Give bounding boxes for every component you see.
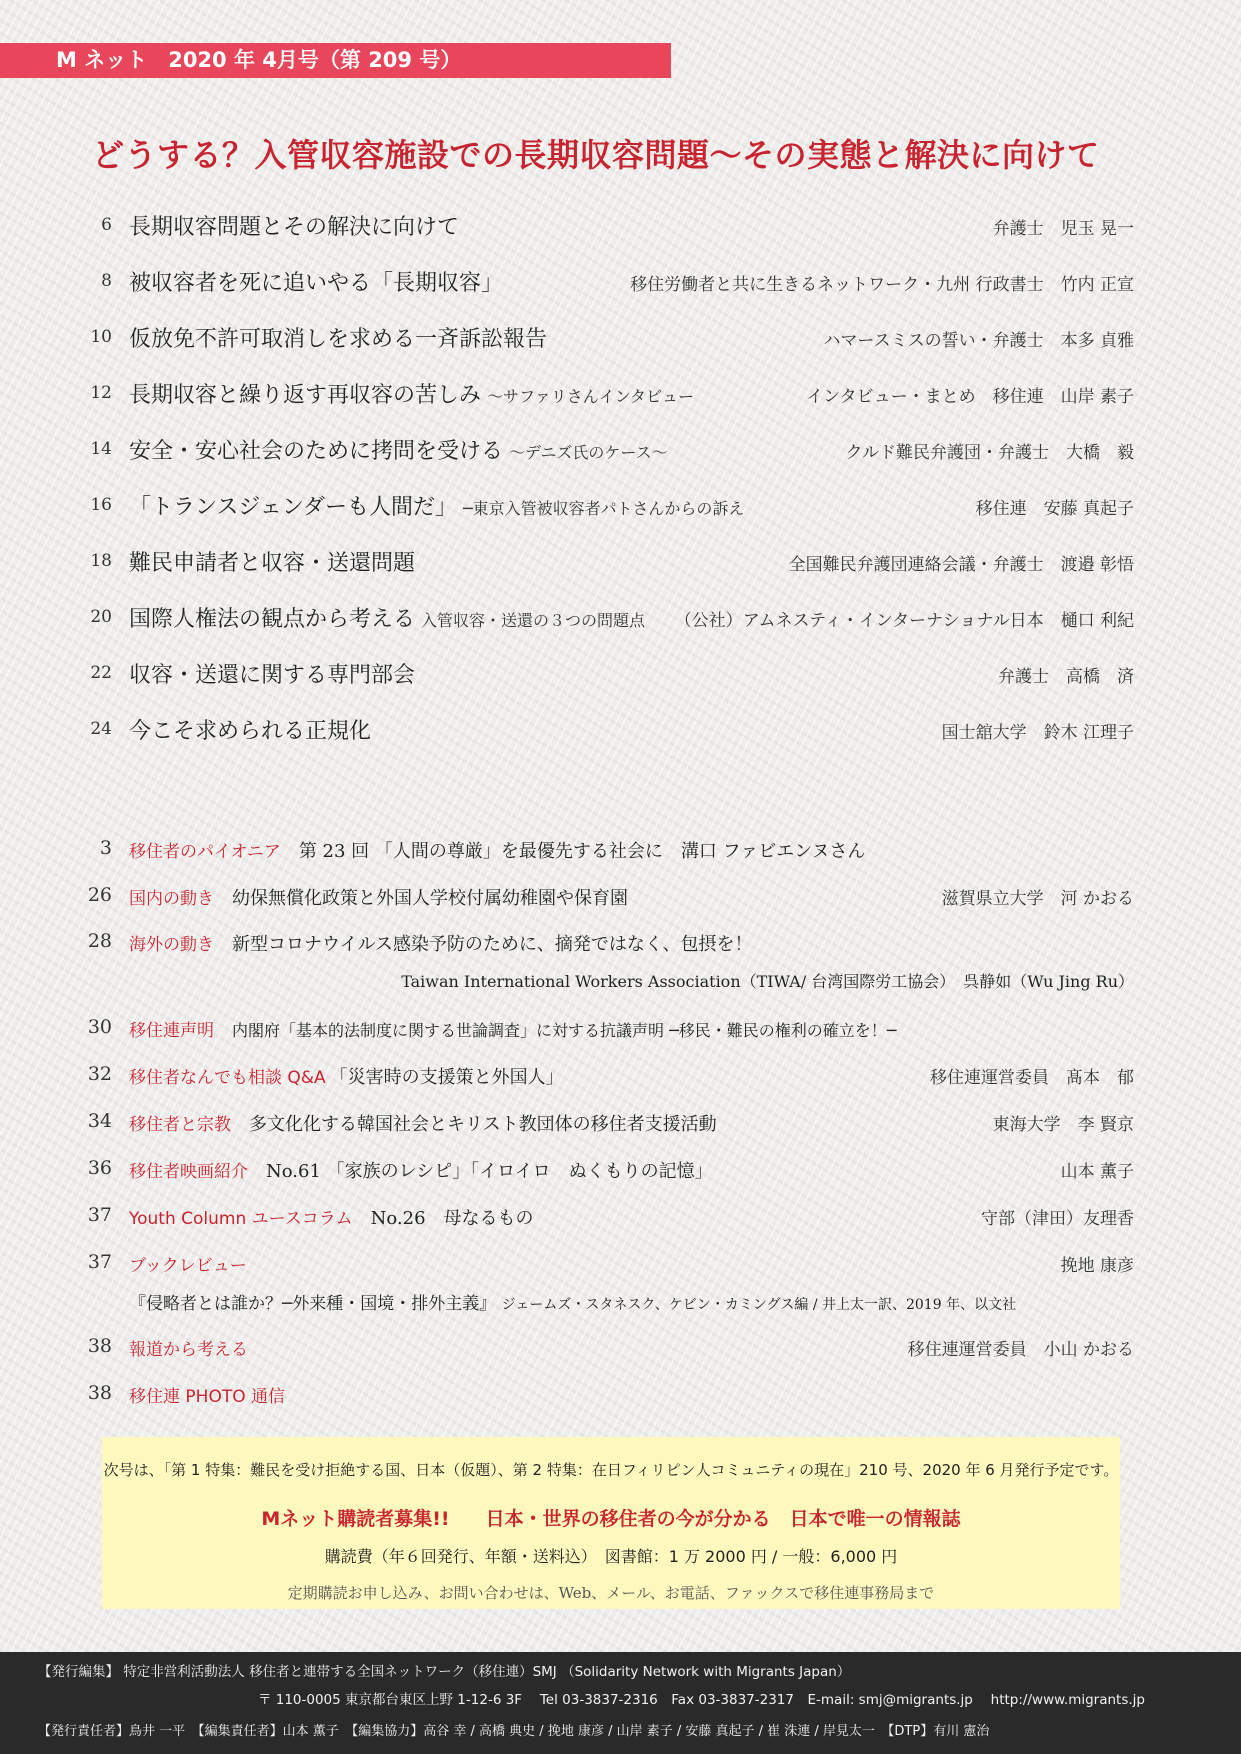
article-title: 内閣府「基本的法制度に関する世論調査」に対する抗議声明 ─移民・難民の権利の確立を！─ (232, 1021, 897, 1040)
article-author: 東海大学 李 賢京 (992, 1115, 1134, 1135)
article-title: 難民申請者と収容・送還問題 (129, 551, 416, 576)
article-title (129, 602, 645, 633)
article-author: ハマースミスの誓い・弁護士 本多 貞雅 (823, 331, 1134, 351)
article-subtitle: 〜デニズ氏のケース〜 (509, 443, 668, 462)
article-author: 国士舘大学 鈴木 江理子 (941, 723, 1134, 743)
article-author: 移住労働者と共に生きるネットワーク・九州 行政書士 竹内 正宣 (630, 275, 1134, 295)
page-number: 26 (87, 884, 112, 906)
book-name: 『侵略者とは誰か？─外来種・国境・排外主義』 (129, 1294, 497, 1314)
article-author: 移住連 安藤 真起子 (975, 499, 1134, 519)
article-line (129, 930, 753, 956)
article-line (129, 1063, 564, 1089)
article-subtitle: 〜サファリさんインタビュー (487, 387, 695, 406)
article-line (129, 1157, 713, 1183)
article-title: 多文化化する韓国社会とキリスト教団体の移住者支援活動 (249, 1114, 717, 1135)
article-author: 守部（津田）友理香 (981, 1209, 1134, 1229)
article-title: 長期収容問題とその解決に向けて (129, 215, 460, 240)
article-line (129, 1016, 896, 1041)
subscribe-tagline: 日本・世界の移住者の今が分かる 日本で唯一の情報誌 (485, 1508, 961, 1530)
column-category: 移住連 PHOTO 通信 (129, 1387, 285, 1407)
article-title: 新型コロナウイルス感染予防のために、摘発ではなく、包摂を！ (232, 934, 753, 955)
article-title (129, 490, 744, 521)
page-number: 36 (87, 1157, 112, 1179)
article-title: 第 23 回 「人間の尊厳」を最優先する社会に 溝口 ファビエンヌさん (298, 841, 866, 862)
book-detail: ジェームズ・スタネスク、ケビン・カミングス編 / 井上太一訳、2019 年、以文社 (501, 1297, 1017, 1313)
subscription-notice (102, 1437, 1120, 1609)
page-number: 24 (90, 719, 112, 739)
page-number: 22 (90, 663, 112, 683)
subscription-headline (102, 1504, 1120, 1531)
article-title: 今こそ求められる正規化 (129, 719, 372, 744)
article-author: 移住連運営委員 髙本 郁 (930, 1068, 1134, 1088)
article-title: 幼保無償化政策と外国人学校付属幼稚園や保育園 (232, 888, 628, 909)
article-title: 収容・送還に関する専門部会 (129, 663, 416, 688)
article-title: 「災害時の支援策と外国人」 (329, 1067, 564, 1088)
page-number: 28 (87, 930, 112, 952)
article-author: 挽地 康彦 (1060, 1256, 1134, 1276)
column-category: 国内の動き (129, 889, 214, 909)
column-category: Youth Column ユースコラム (129, 1209, 353, 1229)
column-category: 移住者なんでも相談 Q&A (129, 1068, 326, 1088)
article-author: 滋賀県立大学 河 かおる (941, 889, 1134, 909)
page-number: 38 (87, 1335, 112, 1357)
column-category: ブックレビュー (129, 1256, 247, 1276)
article-author: インタビュー・まとめ 移住連 山岸 素子 (806, 387, 1134, 407)
special-feature-title: どうする？入管収容施設での長期収容問題〜その実態と解決に向けて (92, 136, 1100, 174)
article-line (129, 1110, 717, 1136)
article-title-text: 「トランスジェンダーも人間だ」 (129, 495, 458, 520)
page-number: 37 (87, 1251, 112, 1273)
article-author: 山本 薫子 (1060, 1162, 1134, 1182)
article-subtitle: ─東京入管被収容者パトさんからの訴え (463, 499, 745, 518)
column-category: 移住者と宗教 (129, 1115, 231, 1135)
article-author: クルド難民弁護団・弁護士 大橋 毅 (845, 443, 1134, 463)
article-title: No.61 「家族のレシピ」「イロイロ ぬくもりの記憶」 (266, 1161, 713, 1182)
article-line (129, 1335, 266, 1360)
page-number: 34 (87, 1110, 112, 1132)
staff-line: 【発行責任者】鳥井 一平 【編集責任者】山本 薫子 【編集協力】高谷 幸 / 高橋 典史 / 挽地 康彦 / 山岸 素子 / 安藤 真起子 / 崔 洙連 / 岸見太一 【DTP】有川 憲治 (38, 1724, 990, 1739)
article-author: Taiwan International Workers Association（TIWA/ 台湾国際労工協会） 呉静如（Wu Jing Ru） (401, 972, 1134, 991)
subscription-price: 購読費（年６回発行、年額・送料込） 図書館：1 万 2000 円 / 一般：6,000 円 (324, 1547, 898, 1566)
page-number: 14 (90, 439, 112, 459)
article-title: 被収容者を死に追いやる「長期収容」 (129, 271, 504, 296)
subscribe-title: Mネット購読者募集!! (261, 1508, 450, 1530)
page-number: 32 (87, 1063, 112, 1085)
article-author: 移住連運営委員 小山 かおる (907, 1340, 1134, 1360)
page-number: 6 (101, 215, 112, 235)
article-title (129, 378, 694, 409)
article-title (129, 434, 668, 465)
page-number: 20 (90, 607, 112, 627)
article-line (129, 837, 866, 863)
subscription-contact: 定期購読お申し込み、お問い合わせは、Web、メール、お電話、ファックスで移住連事務局まで (287, 1584, 935, 1602)
page-number: 16 (90, 495, 112, 515)
publisher-footer (0, 1652, 1241, 1754)
article-author: （公社）アムネスティ・インターナショナル日本 樋口 利紀 (674, 611, 1134, 631)
address-line: 〒 110-0005 東京都台東区上野 1-12-6 3F Tel 03-3837-2316 Fax 03-3837-2317 E-mail: smj@migrants.jp http://www.migrants.jp (257, 1692, 1145, 1708)
article-line (129, 884, 628, 910)
page-number: 10 (90, 327, 112, 347)
article-line (129, 1251, 265, 1276)
article-line (129, 1382, 303, 1407)
article-author: 弁護士 高橋 済 (998, 667, 1134, 687)
column-category: 報道から考える (129, 1340, 248, 1360)
article-title: 仮放免不許可取消しを求める一斉訴訟報告 (129, 327, 548, 352)
page-number: 18 (90, 551, 112, 571)
publisher-line: 【発行編集】 特定非営利活動法人 移住者と連帯する全国ネットワーク（移住連）SMJ （Solidarity Network with Migrants Japan） (38, 1664, 851, 1680)
article-subtitle: 入管収容・送還の３つの問題点 (421, 611, 646, 630)
article-line (129, 1204, 534, 1230)
column-category: 移住連声明 (129, 1021, 214, 1041)
article-title-text: 国際人権法の観点から考える (129, 607, 416, 632)
article-title: No.26 母なるもの (370, 1208, 534, 1229)
page-number: 30 (87, 1016, 112, 1038)
page-number: 12 (90, 383, 112, 403)
page-number: 37 (87, 1204, 112, 1226)
article-author: 弁護士 児玉 晃一 (992, 219, 1134, 239)
page-number: 38 (87, 1382, 112, 1404)
column-category: 移住者映画紹介 (129, 1162, 248, 1182)
article-title-text: 長期収容と繰り返す再収容の苦しみ (129, 383, 482, 408)
article-author: 全国難民弁護団連絡会議・弁護士 渡邉 彰悟 (788, 555, 1134, 575)
book-title (129, 1289, 1016, 1314)
next-issue-text: 次号は、「第 1 特集：難民を受け拒絶する国、日本（仮題）、第 2 特集：在日フィリピン人コミュニティの現在」210 号、2020 年 6 月発行予定です。 (103, 1461, 1119, 1479)
column-category: 海外の動き (129, 935, 214, 955)
column-category: 移住者のパイオニア (129, 842, 281, 862)
issue-header: M ネット 2020 年 4月号（第 209 号） (0, 43, 671, 78)
page-number: 8 (101, 271, 112, 291)
page-number: 3 (99, 837, 112, 859)
article-title-text: 安全・安心社会のために拷問を受ける (129, 439, 504, 464)
